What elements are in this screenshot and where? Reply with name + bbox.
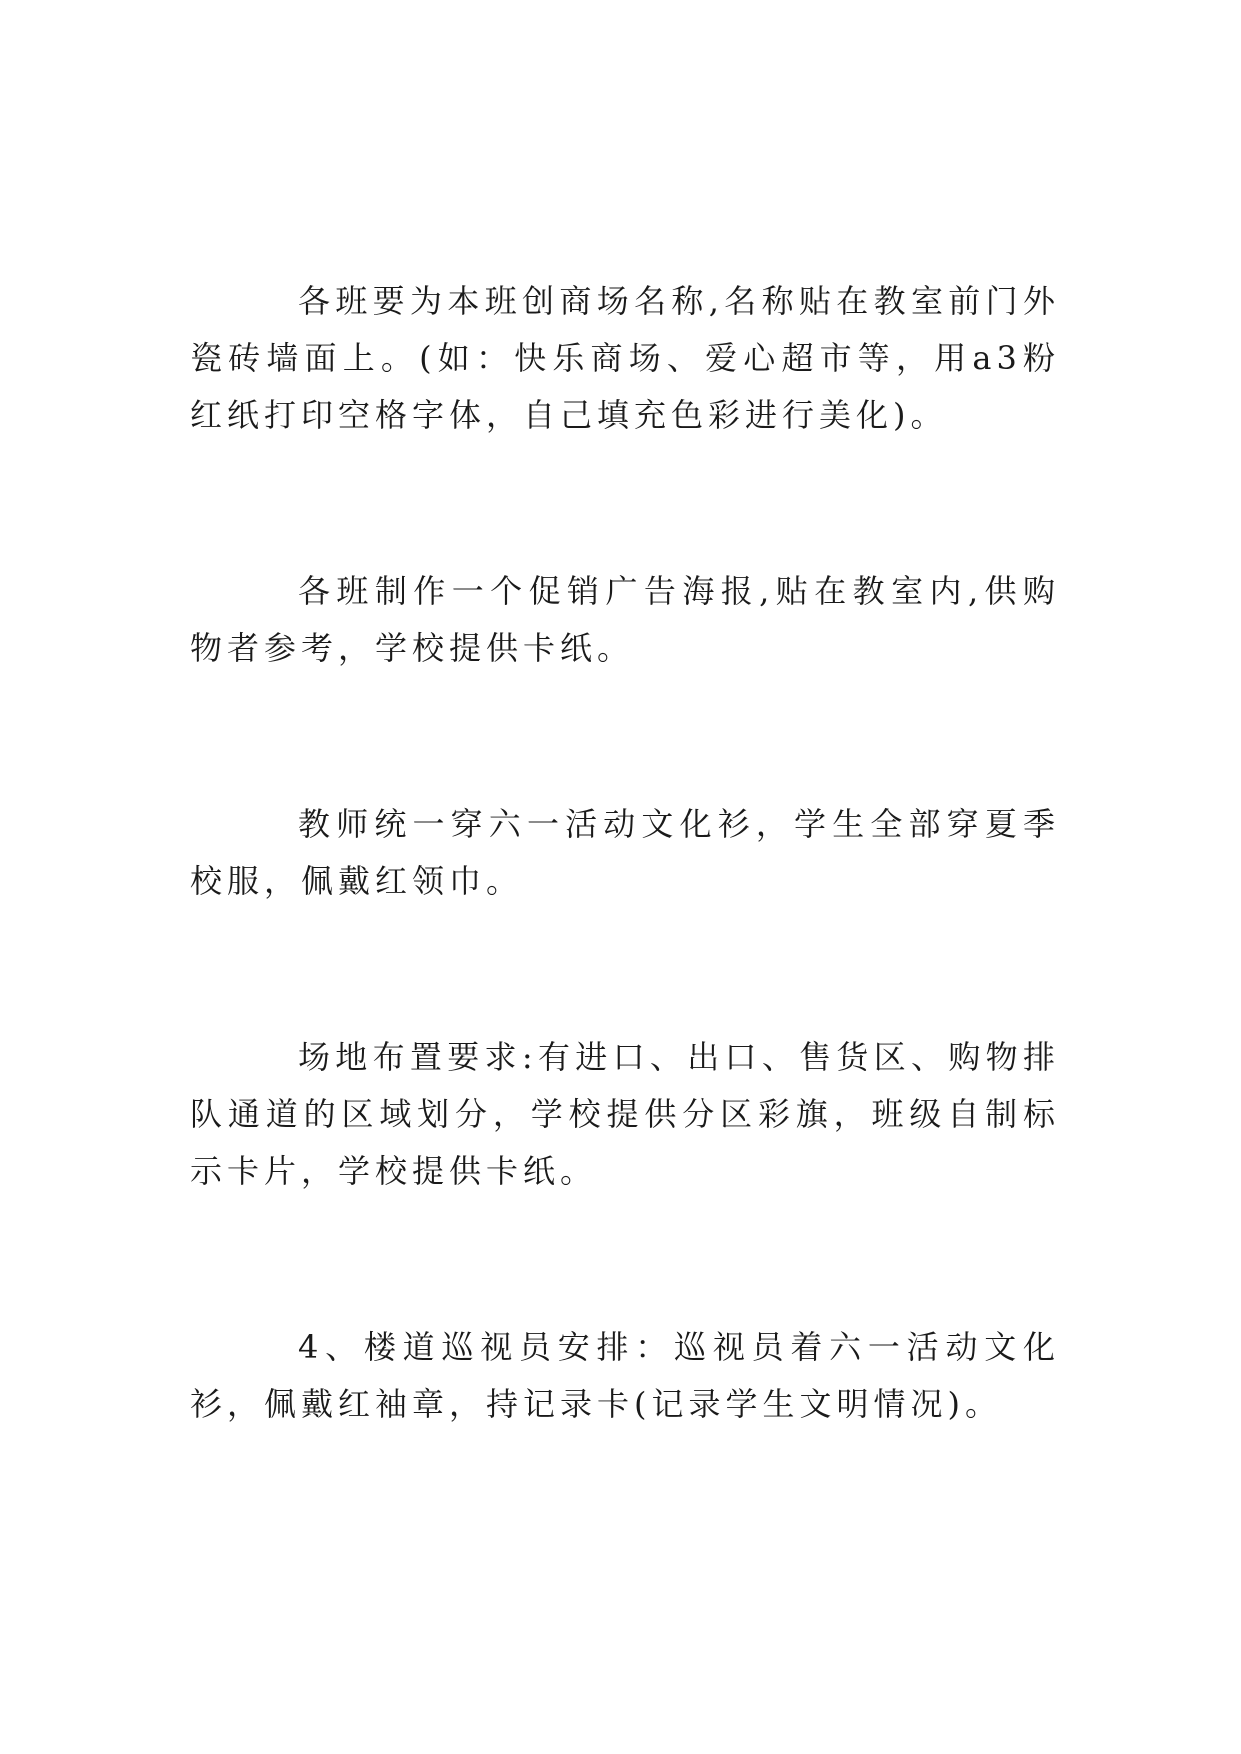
- paragraph-venue-layout: 场地布置要求:有进口、出口、售货区、购物排队通道的区域划分，学校提供分区彩旗，班级自制标示卡片，学校提供卡纸。: [190, 1038, 1060, 1190]
- paragraph-promo-poster: 各班制作一个促销广告海报,贴在教室内,供购物者参考，学校提供卡纸。: [190, 572, 1060, 667]
- paragraph-mall-name: 各班要为本班创商场名称,名称贴在教室前门外瓷砖墙面上。(如：快乐商场、爱心超市等，用a3粉红纸打印空格字体，自己填充色彩进行美化)。: [190, 282, 1060, 434]
- paragraph-dress-code: 教师统一穿六一活动文化衫，学生全部穿夏季校服，佩戴红领巾。: [190, 805, 1060, 900]
- paragraph-hallway-patrol: 4、楼道巡视员安排：巡视员着六一活动文化衫，佩戴红袖章，持记录卡(记录学生文明情况)。: [190, 1328, 1060, 1423]
